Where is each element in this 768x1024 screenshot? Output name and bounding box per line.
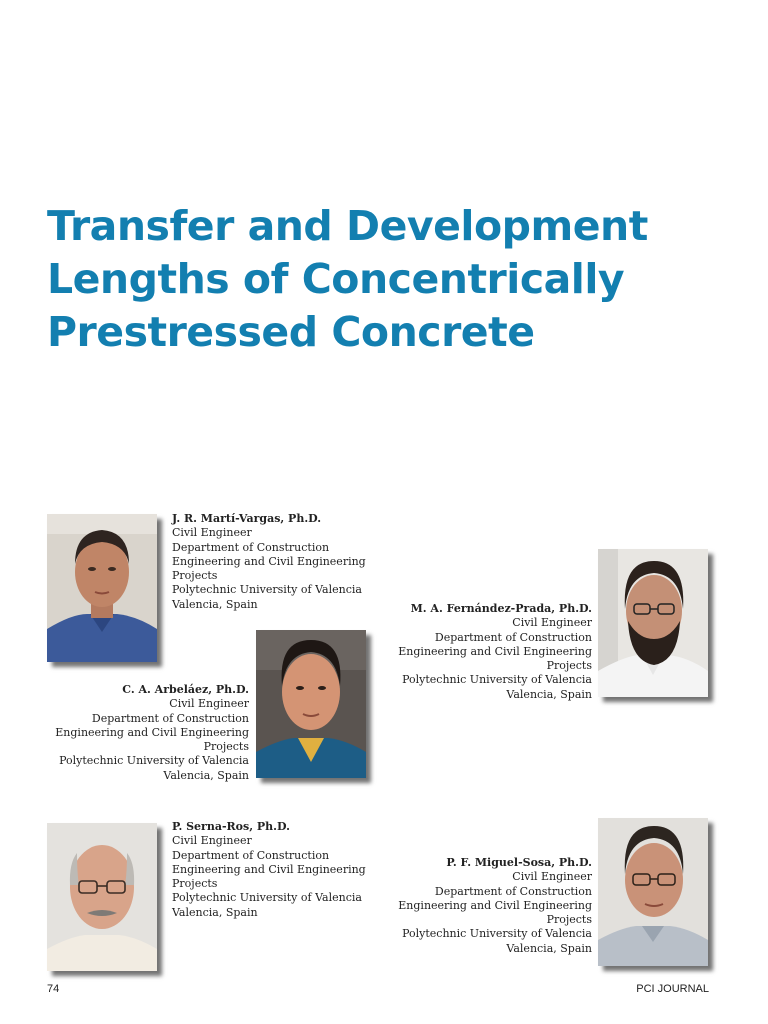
author-name: M. A. Fernández-Prada, Ph.D.: [410, 602, 592, 615]
author-department: Department of Construction: [91, 711, 249, 725]
author-bio-serna-ros: [172, 820, 366, 920]
author-photo-serna-ros: [47, 823, 157, 971]
author-department: Engineering and Civil Engineering: [398, 644, 592, 658]
article-title: [47, 200, 667, 359]
title-line: Transfer and Development: [47, 202, 648, 250]
author-name: J. R. Martí-Vargas, Ph.D.: [172, 512, 322, 525]
author-role: Civil Engineer: [512, 616, 592, 630]
author-department: Engineering and Civil Engineering: [172, 862, 366, 876]
title-line: Prestressed Concrete: [47, 308, 535, 356]
page-number: 74: [47, 983, 60, 995]
author-department: Department of Construction: [434, 884, 592, 898]
author-department: Projects: [546, 659, 592, 673]
author-bio-fernandez-prada: [398, 602, 592, 702]
title-line: Lengths of Concentrically: [47, 255, 625, 303]
author-role: Civil Engineer: [172, 834, 252, 848]
author-role: Civil Engineer: [172, 526, 252, 540]
author-department: Department of Construction: [172, 540, 330, 554]
author-location: Valencia, Spain: [172, 597, 258, 611]
author-name: P. F. Miguel-Sosa, Ph.D.: [446, 856, 592, 869]
author-name: P. Serna-Ros, Ph.D.: [172, 820, 290, 833]
author-bio-miguel-sosa: [398, 856, 592, 956]
author-department: Engineering and Civil Engineering: [55, 725, 249, 739]
author-photo-fernandez-prada: [598, 549, 708, 697]
author-university: Polytechnic University of Valencia: [402, 927, 592, 941]
author-department: Projects: [546, 913, 592, 927]
author-photo-arbelaez: [256, 630, 366, 778]
author-location: Valencia, Spain: [506, 941, 592, 955]
author-photo-miguel-sosa: [598, 818, 708, 966]
author-role: Civil Engineer: [169, 697, 249, 711]
author-department: Projects: [203, 740, 249, 754]
author-department: Engineering and Civil Engineering: [398, 898, 592, 912]
author-location: Valencia, Spain: [163, 768, 249, 782]
author-university: Polytechnic University of Valencia: [402, 673, 592, 687]
author-bio-arbelaez: [55, 683, 249, 783]
author-university: Polytechnic University of Valencia: [59, 754, 249, 768]
author-bio-marti-vargas: [172, 512, 366, 612]
author-location: Valencia, Spain: [506, 687, 592, 701]
author-department: Engineering and Civil Engineering: [172, 554, 366, 568]
author-department: Projects: [172, 569, 218, 583]
author-location: Valencia, Spain: [172, 905, 258, 919]
author-department: Department of Construction: [172, 848, 330, 862]
journal-name: PCI JOURNAL: [636, 983, 709, 995]
author-department: Projects: [172, 877, 218, 891]
author-university: Polytechnic University of Valencia: [172, 891, 362, 905]
author-department: Department of Construction: [434, 630, 592, 644]
author-role: Civil Engineer: [512, 870, 592, 884]
author-photo-marti-vargas: [47, 514, 157, 662]
author-name: C. A. Arbeláez, Ph.D.: [122, 683, 249, 696]
author-university: Polytechnic University of Valencia: [172, 583, 362, 597]
